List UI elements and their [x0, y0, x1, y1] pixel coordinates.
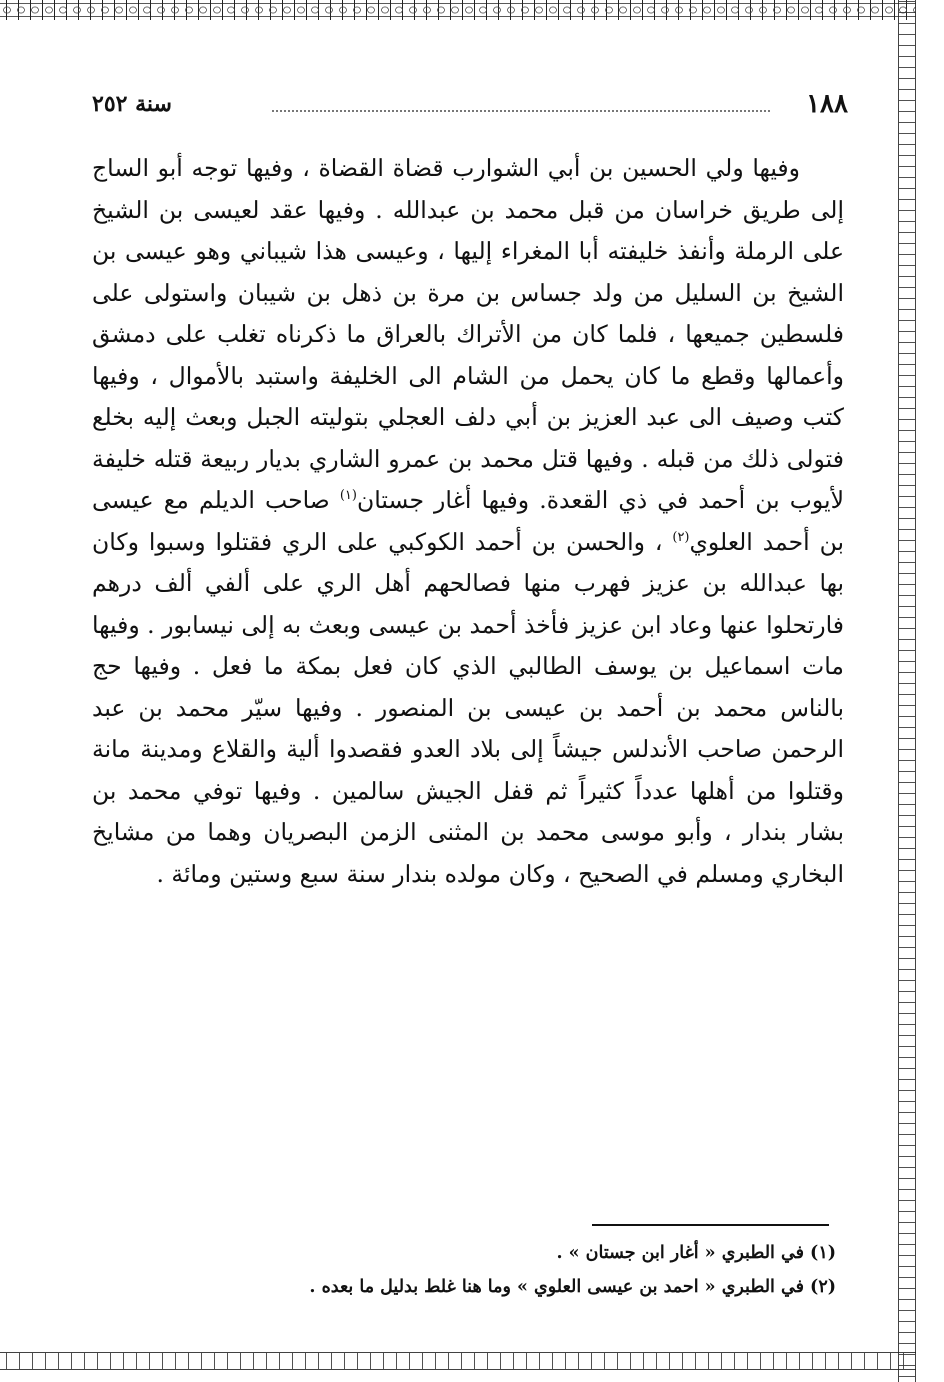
running-head: سنة ٢٥٢ — [92, 91, 172, 117]
page-number: ١٨٨ — [806, 89, 848, 119]
text-segment-3: ، والحسن بن أحمد الكوكبي على الري فقتلوا وسبوا وكان بها عبدالله بن عزيز فهرب منها فصالحهم أهل الري على ألفي ألف درهم فارتحلوا عنها وعاد ابن عزيز فأخذ أحمد بن عيسى وبعث به إلى نيسابور . وفيها مات اسماعيل بن يوسف الطالبي الذي كان فعل بمكة ما فعل . وفيها حج بالناس محمد بن أحمد بن عيسى بن المنصور . وفيها سيّر محمد بن عبد الرحمن صاحب الأندلس جيشاً إلى بلاد العدو فقصدوا ألية والقلاع ومدينة مانة وقتلوا من أهلها عدداً كثيراً ثم قفل الجيش سالمين . وفيها توفي محمد بن بشار بندار ، وأبو موسى محمد بن المثنى الزمن البصريان وهما من مشايخ البخاري ومسلم في الصحيح ، وكان مولده بندار سنة سبع وستين ومائة . — [92, 527, 844, 888]
text-segment-2: صاحب الديلم مع عيسى بن أحمد العلوي — [92, 486, 845, 556]
page-header — [92, 86, 848, 122]
footnote-separator — [592, 1224, 829, 1226]
footnote-reference-2[interactable]: (٢) — [672, 529, 690, 545]
footnotes — [250, 1236, 836, 1304]
footnote-2: (٢) في الطبري « احمد بن عيسى العلوي » وما هنا غلط بدليل ما بعده . — [309, 1277, 836, 1297]
paragraph — [92, 148, 844, 895]
text-segment-1: وفيها ولي الحسين بن أبي الشوارب قضاة القضاة ، وفيها توجه أبو الساج إلى طريق خراسان من قبل محمد بن عبدالله . وفيها عقد لعيسى بن الشيخ على الرملة وأنفذ خليفته أبا المغراء إليها ، وعيسى هذا شيباني وهو عيسى بن الشيخ بن السليل من ولد جساس بن مرة بن ذهل بن شيبان واستولى على فلسطين جميعها ، فلما كان من الأتراك بالعراق ما ذكرناه تغلب على دمشق وأعمالها وقطع ما كان يحمل من الشام الى الخليفة واستبد بالأموال ، وفيها كتب وصيف الى عبد العزيز بن أبي دلف العجلي بتوليته الجبل وبعث إليه بخلع فتولى ذلك من قبله . وفيها قتل محمد بن عمرو الشاري بديار ربيعة قتله خليفة لأيوب بن أحمد في ذي القعدة. وفيها أغار جستان — [92, 154, 845, 514]
header-dotted-rule — [272, 110, 770, 112]
main-text — [92, 148, 844, 895]
decorative-border-top — [0, 0, 916, 20]
decorative-border-bottom — [0, 1352, 916, 1370]
footnote-1: (١) في الطبري « أغار ابن جستان » . — [556, 1243, 836, 1263]
decorative-border-right — [898, 0, 916, 1382]
footnote-reference-1[interactable]: (١) — [339, 488, 357, 504]
